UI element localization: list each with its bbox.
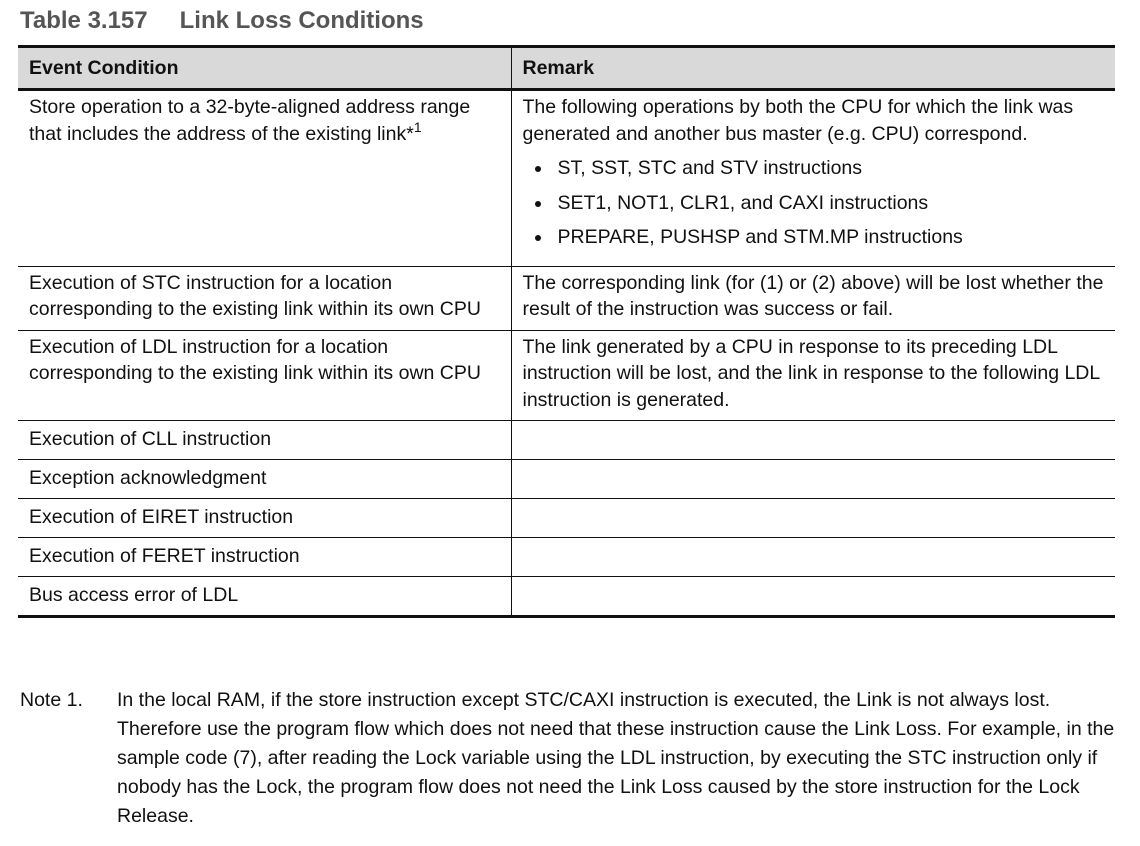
- list-item: [523, 224, 1105, 251]
- remark-cell: [511, 499, 1115, 538]
- condition-text: Store operation to a 32-byte-aligned address range that includes the address of the existing link*: [29, 96, 471, 145]
- remark-cell: The link generated by a CPU in response to its preceding LDL instruction will be lost, and the link in response to the following LDL instruction is generated.: [511, 330, 1115, 421]
- condition-cell: Execution of EIRET instruction: [18, 499, 511, 538]
- condition-cell: Execution of STC instruction for a location corresponding to the existing link within its own CPU: [18, 266, 511, 330]
- condition-cell: Execution of CLL instruction: [18, 421, 511, 460]
- header-remark: Remark: [511, 47, 1115, 90]
- remark-cell: [511, 538, 1115, 577]
- list-item-text: PREPARE, PUSHSP and STM.MP instructions: [557, 226, 963, 248]
- bullet-icon: [535, 235, 541, 241]
- table-number: Table 3.157: [20, 7, 148, 34]
- list-item-text: ST, SST, STC and STV instructions: [557, 157, 863, 179]
- table-row: [18, 330, 1115, 421]
- table-title: Link Loss Conditions: [179, 7, 424, 34]
- bullet-icon: [535, 166, 541, 172]
- table-row: [18, 577, 1115, 617]
- table-caption: [20, 4, 424, 38]
- table-row: [18, 538, 1115, 577]
- remark-cell: [511, 421, 1115, 460]
- remark-cell: The corresponding link (for (1) or (2) above) will be lost whether the result of the instruction was success or fail.: [511, 266, 1115, 330]
- table-row: [18, 421, 1115, 460]
- footnote-ref: 1: [413, 118, 422, 135]
- table-row: [18, 90, 1115, 267]
- remark-cell: [511, 577, 1115, 617]
- table-row: [18, 460, 1115, 499]
- footnote-label: Note 1.: [20, 689, 83, 711]
- list-item: [523, 155, 1105, 182]
- footnote-text: In the local RAM, if the store instruction except STC/CAXI instruction is executed, the Link is not always lost. Therefore use the program flow which does not need that these instruction cause the Link Loss. For example, in the sample code (7), after reading the Lock variable using the LDL instruction, by executing the STC instruction only if nobody has the Lock, the program flow does not need the Link Loss caused by the store instruction for the Lock Release.: [117, 689, 1115, 827]
- table-row: [18, 266, 1115, 330]
- footnote: [20, 686, 1115, 831]
- table-header-row: [18, 47, 1115, 90]
- list-item-text: SET1, NOT1, CLR1, and CAXI instructions: [557, 191, 929, 214]
- remark-text: The following operations by both the CPU for which the link was generated and another bus master (e.g. CPU) correspond.: [522, 96, 1074, 145]
- remark-cell: [511, 460, 1115, 499]
- condition-cell: Execution of FERET instruction: [18, 538, 511, 577]
- condition-cell: Bus access error of LDL: [18, 577, 511, 617]
- remark-cell: [511, 90, 1115, 267]
- instruction-list: [523, 155, 1105, 251]
- link-loss-table: [18, 45, 1115, 618]
- bullet-icon: [535, 201, 541, 207]
- condition-cell: Execution of LDL instruction for a location corresponding to the existing link within its own CPU: [18, 330, 511, 421]
- list-item: [523, 190, 1105, 217]
- header-event-condition: Event Condition: [18, 47, 511, 90]
- condition-cell: [18, 90, 511, 267]
- table-row: [18, 499, 1115, 538]
- condition-cell: Exception acknowledgment: [18, 460, 511, 499]
